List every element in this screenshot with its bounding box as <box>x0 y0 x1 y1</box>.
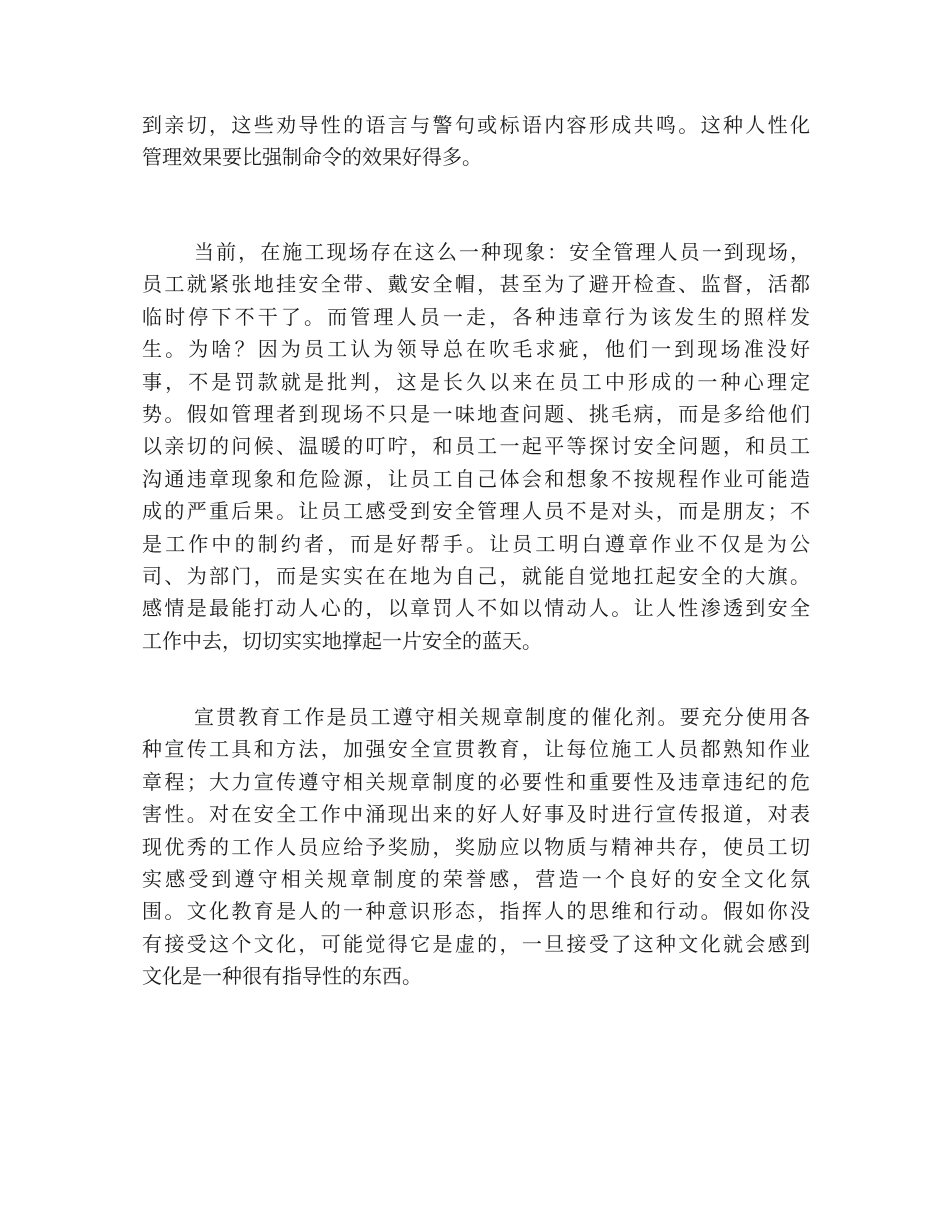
paragraph-education <box>142 701 810 993</box>
text-line: 员工就紧张地挂安全带、戴安全帽，甚至为了避开检查、监督，活都 <box>142 272 810 297</box>
paragraph-site-phenomenon <box>142 236 810 657</box>
text-line: 到亲切，这些劝导性的语言与警句或标语内容形成共鸣。这种人性化 <box>142 113 810 137</box>
text-line: 司、为部门，而是实实在在地为自己，就能自觉地扛起安全的大旗。 <box>142 563 810 588</box>
paragraph-continuation <box>142 109 810 174</box>
text-line: 现优秀的工作人员应给予奖励，奖励应以物质与精神共存，使员工切 <box>142 834 810 859</box>
text-line: 实感受到遵守相关规章制度的荣誉感，营造一个良好的安全文化氛 <box>142 866 810 891</box>
text-line: 害性。对在安全工作中涌现出来的好人好事及时进行宣传报道，对表 <box>142 802 810 827</box>
text-line: 感情是最能打动人心的，以章罚人不如以情动人。让人性渗透到安全 <box>142 596 810 621</box>
text-line: 成的严重后果。让员工感受到安全管理人员不是对头，而是朋友；不 <box>142 499 810 524</box>
text-line: 章程；大力宣传遵守相关规章制度的必要性和重要性及违章违纪的危 <box>142 769 810 794</box>
text-line: 以亲切的问候、温暖的叮咛，和员工一起平等探讨安全问题，和员工 <box>142 434 810 459</box>
text-line: 事，不是罚款就是批判，这是长久以来在员工中形成的一种心理定 <box>142 369 810 394</box>
text-line: 管理效果要比强制命令的效果好得多。 <box>142 145 482 170</box>
text-line: 当前，在施工现场存在这么一种现象：安全管理人员一到现场， <box>194 240 810 264</box>
text-line: 种宣传工具和方法，加强安全宣贯教育，让每位施工人员都熟知作业 <box>142 737 810 762</box>
text-line: 文化是一种很有指导性的东西。 <box>142 964 422 989</box>
text-line: 工作中去，切切实实地撑起一片安全的蓝天。 <box>142 628 542 653</box>
text-line: 临时停下不干了。而管理人员一走，各种违章行为该发生的照样发 <box>142 304 810 329</box>
text-line: 有接受这个文化，可能觉得它是虚的，一旦接受了这种文化就会感到 <box>142 931 810 956</box>
text-line: 生。为啥？因为员工认为领导总在吹毛求疵，他们一到现场准没好 <box>142 337 810 362</box>
text-line: 宣贯教育工作是员工遵守相关规章制度的催化剂。要充分使用各 <box>194 705 810 729</box>
text-line: 围。文化教育是人的一种意识形态，指挥人的思维和行动。假如你没 <box>142 899 810 924</box>
text-line: 沟通违章现象和危险源，让员工自己体会和想象不按规程作业可能造 <box>142 466 810 491</box>
text-line: 势。假如管理者到现场不只是一味地查问题、挑毛病，而是多给他们 <box>142 401 810 426</box>
text-line: 是工作中的制约者，而是好帮手。让员工明白遵章作业不仅是为公 <box>142 531 810 556</box>
